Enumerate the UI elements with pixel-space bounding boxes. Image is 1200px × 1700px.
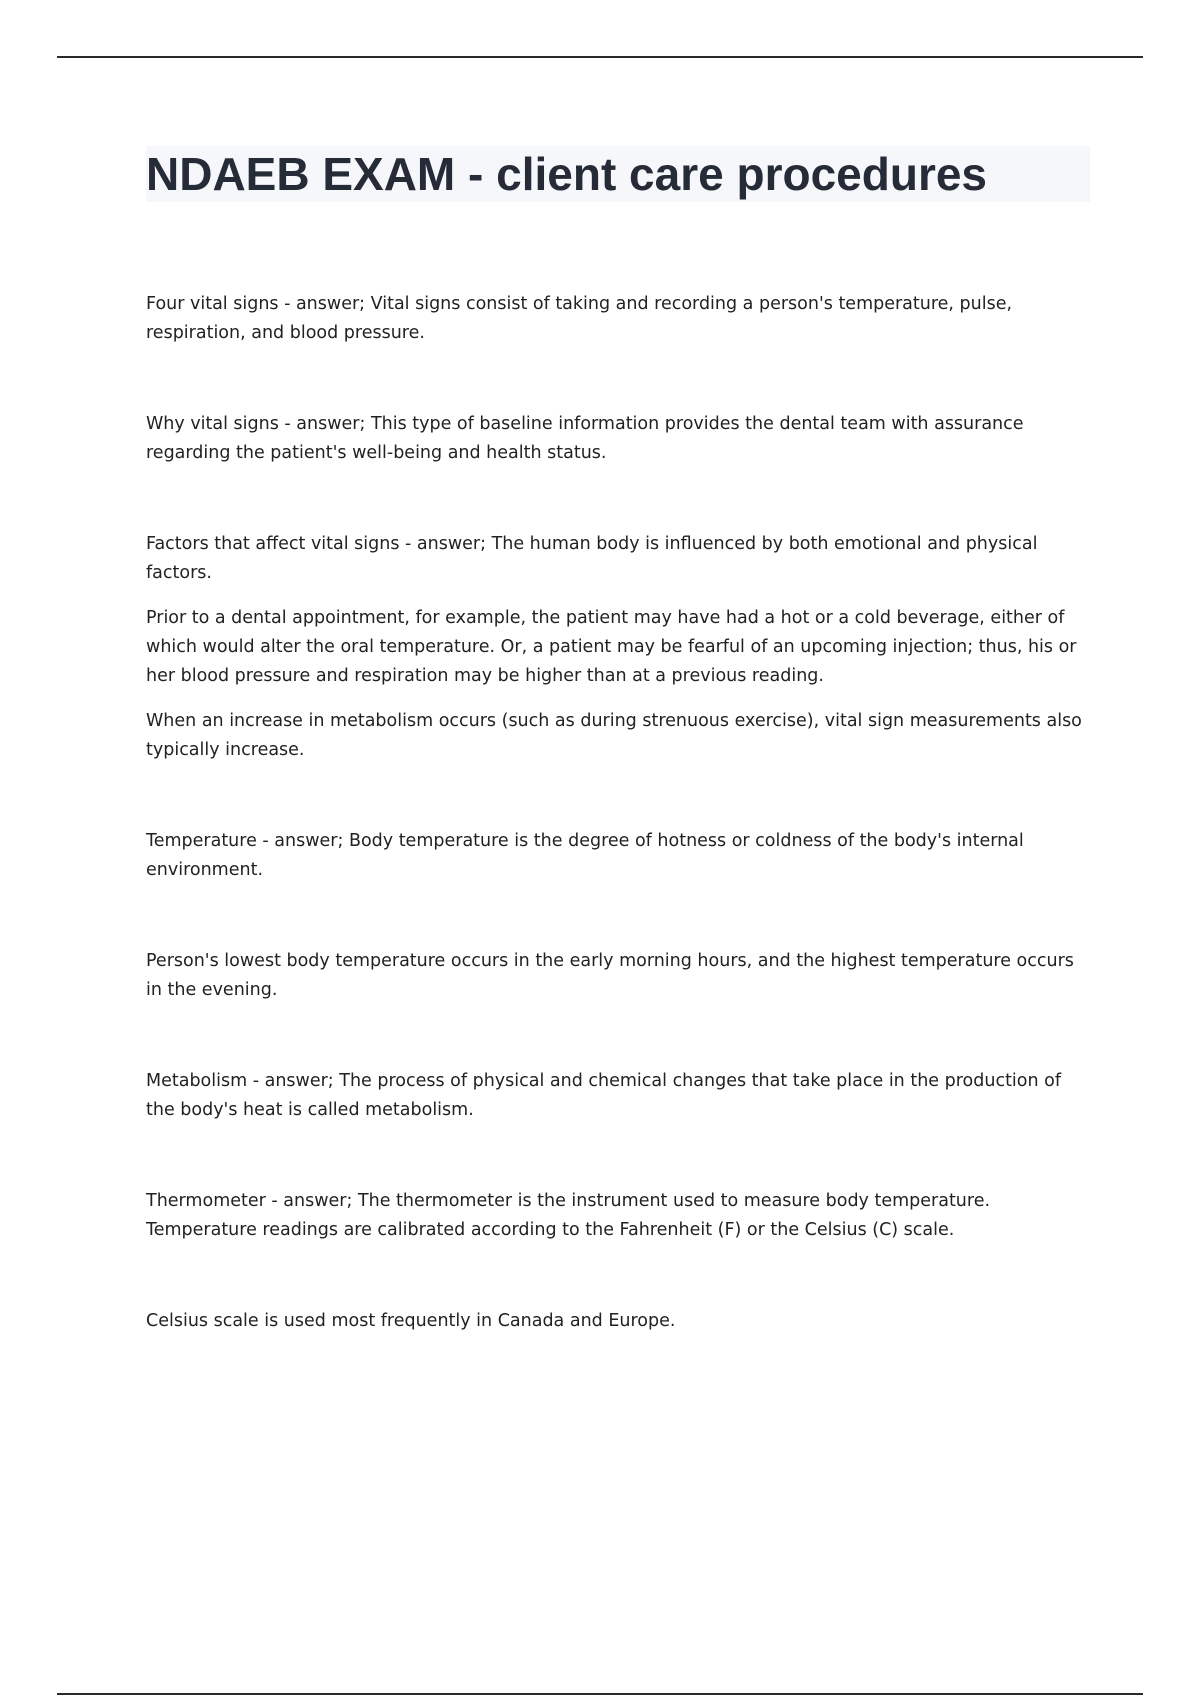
footer-rule xyxy=(57,1693,1143,1695)
qa-entry-thermometer xyxy=(146,1187,1086,1245)
qa-entry-temperature xyxy=(146,827,1086,885)
entry-paragraph: Four vital signs - answer; Vital signs consist of taking and recording a person's temperature, pulse, respiration, and blood pressure. xyxy=(146,294,1013,343)
qa-entry-factors xyxy=(146,530,1086,765)
header-rule xyxy=(57,56,1143,58)
qa-entry-celsius xyxy=(146,1307,1086,1336)
document-title: NDAEB EXAM - client care procedures xyxy=(146,148,988,200)
entry-paragraph: When an increase in metabolism occurs (such as during strenuous exercise), vital sign measurements also typically increase. xyxy=(146,711,1082,760)
entry-paragraph: Celsius scale is used most frequently in Canada and Europe. xyxy=(146,1311,676,1331)
qa-entry-lowest-temperature xyxy=(146,947,1086,1005)
qa-entry-metabolism xyxy=(146,1067,1086,1125)
entry-paragraph: Factors that affect vital signs - answer; The human body is influenced by both emotional and physical factors. xyxy=(146,534,1038,583)
entry-paragraph: Metabolism - answer; The process of physical and chemical changes that take place in the production of the body's heat is called metabolism. xyxy=(146,1071,1062,1120)
entry-paragraph: Prior to a dental appointment, for example, the patient may have had a hot or a cold beverage, either of which would alter the oral temperature. Or, a patient may be fearful of an upcoming injection; thus, his or her blood pressure and respiration may be higher than at a previous reading. xyxy=(146,608,1077,686)
qa-entry-four-vital-signs xyxy=(146,290,1086,348)
qa-entry-why-vital-signs xyxy=(146,410,1086,468)
document-body xyxy=(146,290,1086,1336)
entry-paragraph: Why vital signs - answer; This type of baseline information provides the dental team with assurance regarding the patient's well-being and health status. xyxy=(146,414,1024,463)
entry-paragraph: Person's lowest body temperature occurs in the early morning hours, and the highest temperature occurs in the evening. xyxy=(146,951,1074,1000)
entry-paragraph: Thermometer - answer; The thermometer is the instrument used to measure body temperature. Temperature readings are calibrated according to the Fahrenheit (F) or the Celsius (C) scale. xyxy=(146,1191,991,1240)
entry-paragraph: Temperature - answer; Body temperature is the degree of hotness or coldness of the body's internal environment. xyxy=(146,831,1024,880)
